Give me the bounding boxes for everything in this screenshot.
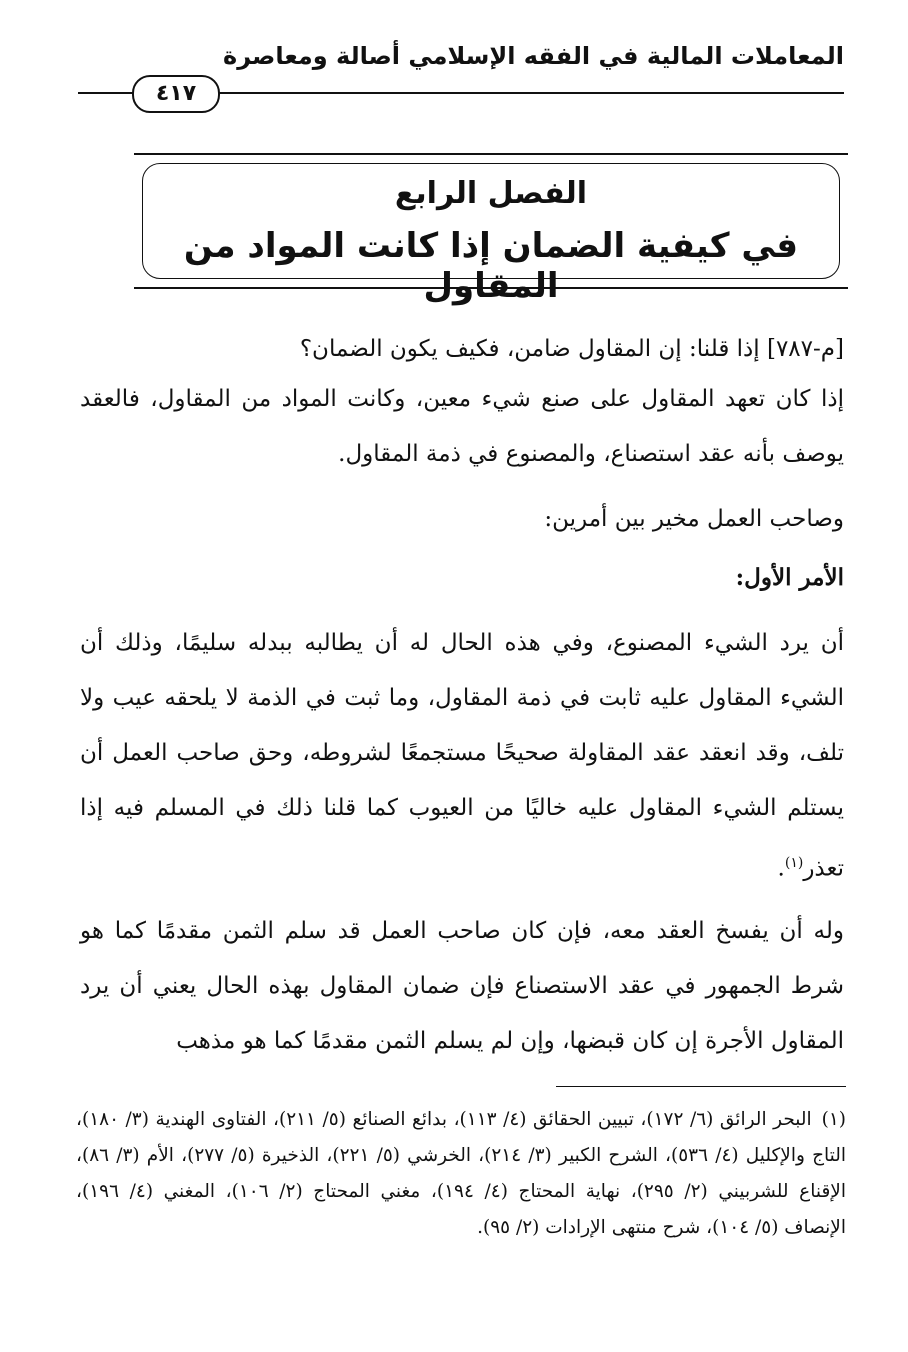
footnote-rule xyxy=(556,1086,846,1087)
paragraph-2: وصاحب العمل مخير بين أمرين: xyxy=(544,506,844,532)
running-header-title: المعاملات المالية في الفقه الإسلامي أصالة ومعاصرة xyxy=(223,42,844,70)
paragraph-3-text: أن يرد الشيء المصنوع، وفي هذه الحال له أن يطالبه ببدله سليمًا، وذلك أن الشيء المقاول عليه ثابت في ذمة المقاول، وما ثبت في الذمة لا يلحقه عيب ولا تلف، وقد انعقد عقد المقاولة صحيحًا مستجمعًا لشروطه، وحق صاحب العمل أن يستلم الشيء المقاول عليه خاليًا من العيوب كما قلنا ذلك في المسلم فيه إذا تعذر xyxy=(80,630,844,882)
chapter-title: الفصل الرابع xyxy=(394,176,588,211)
paragraph-3-end: . xyxy=(777,855,785,882)
paragraph-4: وله أن يفسخ العقد معه، فإن كان صاحب العمل قد سلم الثمن مقدمًا كما هو شرط الجمهور في عقد الاستصناع فإن ضمان المقاول بهذه الحال يعني أن يرد المقاول الأجرة إن كان قبضها، وإن لم يسلم الثمن مقدمًا كما هو مذهب xyxy=(80,918,844,1054)
question-paragraph: [م-٧٨٧] إذا قلنا: إن المقاول ضامن، فكيف يكون الضمان؟ xyxy=(299,336,844,362)
footnote-marker: (١) xyxy=(821,1109,846,1130)
first-matter-heading: الأمر الأول: xyxy=(735,564,844,591)
chapter-title-frame xyxy=(142,163,840,306)
chapter-title-box xyxy=(134,153,848,306)
paragraph-3 xyxy=(80,616,844,897)
footnote xyxy=(76,1102,846,1246)
paragraph-1: إذا كان تعهد المقاول على صنع شيء معين، وكانت المواد من المقاول، فالعقد يوصف بأنه عقد استصناع، والمصنوع في ذمة المقاول. xyxy=(80,386,844,467)
page-number: ٤١٧ xyxy=(132,75,220,113)
chapter-subtitle: في كيفية الضمان إذا كانت المواد من المقاول xyxy=(183,226,799,306)
footnote-text: البحر الرائق (٦/ ١٧٢)، تبيين الحقائق (٤/ ١١٣)، بدائع الصنائع (٥/ ٢١١)، الفتاوى الهندية (٣/ ١٨٠)، التاج والإكليل (٤/ ٥٣٦)، الشرح الكبير (٣/ ٢١٤)، الخرشي (٥/ ٢٢١)، الذخيرة (٥/ ٢٧٧)، الأم (٣/ ٨٦)، الإقناع للشربيني (٢/ ٢٩٥)، نهاية المحتاج (٤/ ١٩٤)، مغني المحتاج (٢/ ١٠٦)، المغني (٤/ ١٩٦)، الإنصاف (٥/ ١٠٤)، شرح منتهى الإرادات (٢/ ٩٥). xyxy=(76,1109,847,1238)
footnote-reference: (١) xyxy=(784,855,804,871)
